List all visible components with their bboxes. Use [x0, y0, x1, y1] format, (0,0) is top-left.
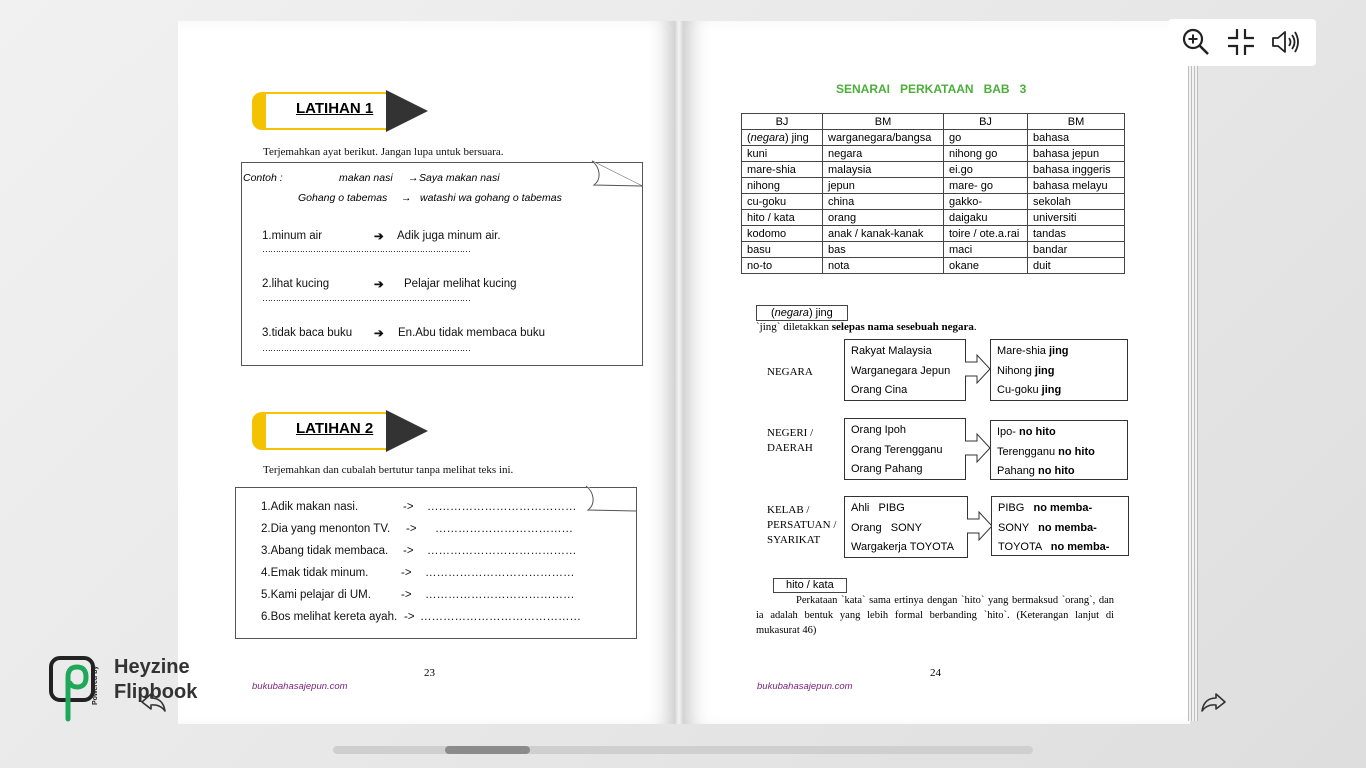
- table-cell: bas: [823, 242, 944, 258]
- answer-line: ………………………………: [435, 523, 573, 535]
- group2-right-box: [990, 420, 1128, 480]
- table-cell: bandar: [1028, 242, 1125, 258]
- table-cell: kuni: [742, 146, 823, 162]
- table-cell: ei.go: [944, 162, 1028, 178]
- example1-source: makan nasi: [339, 172, 393, 184]
- table-cell: go: [944, 130, 1028, 146]
- latihan1-a3: En.Abu tidak membaca buku: [398, 327, 546, 339]
- exit-fullscreen-icon[interactable]: [1226, 27, 1256, 57]
- table-cell: china: [823, 194, 944, 210]
- table-header: BM: [1028, 114, 1125, 130]
- page-scrollbar[interactable]: [333, 746, 1033, 754]
- table-cell: tandas: [1028, 226, 1125, 242]
- table-header-row: [742, 114, 1125, 130]
- table-cell: nota: [823, 258, 944, 274]
- viewer-toolbar: [1168, 19, 1316, 66]
- list-item: Wargakerja TOYOTA: [851, 541, 954, 553]
- footer-link-right[interactable]: bukubahasajepun.com: [757, 681, 853, 692]
- contoh-label: Contoh :: [243, 172, 283, 184]
- next-page-icon[interactable]: [1199, 687, 1229, 717]
- latihan1-q2: 2.lihat kucing: [262, 278, 330, 290]
- table-cell: anak / kanak-kanak: [823, 226, 944, 242]
- table-cell: nihong go: [944, 146, 1028, 162]
- answer-line: …………………………………: [425, 567, 575, 579]
- table-cell: bahasa melayu: [1028, 178, 1125, 194]
- list-item: Cu-goku jing: [997, 384, 1062, 396]
- hito-paragraph: Perkataan `kata` sama ertinya dengan `hito` yang bermaksud `orang`, dan ia adalah bentuk yang lebih formal berbanding `hito`. (Keterangan lanjut di mukasurat 46): [756, 595, 1114, 636]
- table-row: [742, 242, 1125, 258]
- page-number-right: 24: [930, 667, 941, 679]
- group-label-kelab: KELAB / PERSATUAN / SYARIKAT: [767, 504, 837, 546]
- list-item: Ahli PIBG: [851, 502, 905, 514]
- vocab-table: [741, 113, 1125, 274]
- latihan2-banner: [252, 410, 432, 454]
- table-cell: daigaku: [944, 210, 1028, 226]
- page-stack-edge: [1188, 61, 1198, 721]
- list-item: TOYOTA no memba-: [998, 541, 1110, 553]
- latihan2-q3: 3.Abang tidak membaca.: [261, 545, 389, 557]
- table-row: [742, 226, 1125, 242]
- list-item: Mare-shia jing: [997, 345, 1069, 357]
- list-item: Pahang no hito: [997, 465, 1075, 477]
- table-cell: negara: [823, 146, 944, 162]
- example1-target: Saya makan nasi: [419, 172, 500, 184]
- table-cell: no-to: [742, 258, 823, 274]
- latihan2-arrow: ->: [403, 501, 414, 513]
- page-fold-icon: [586, 486, 636, 512]
- vocab-title: SENARAI PERKATAAN BAB 3: [836, 82, 1027, 96]
- scrollbar-thumb[interactable]: [445, 746, 530, 754]
- table-cell: jepun: [823, 178, 944, 194]
- answer-line: ……………………………………………………………………: [262, 343, 470, 353]
- example2-source: Gohang o tabemas: [298, 192, 388, 204]
- latihan2-arrow: ->: [401, 567, 412, 579]
- latihan2-arrow: ->: [403, 545, 414, 557]
- jing-label: (negara) jing: [756, 305, 848, 321]
- page-number-left: 23: [424, 667, 435, 679]
- group2-left-box: [844, 418, 966, 480]
- table-cell: sekolah: [1028, 194, 1125, 210]
- list-item: Orang Ipoh: [851, 424, 907, 436]
- table-header: BJ: [944, 114, 1028, 130]
- table-header: BM: [823, 114, 944, 130]
- example1-arrow: →: [408, 172, 419, 184]
- latihan2-instruction: Terjemahkan dan cubalah bertutur tanpa melihat teks ini.: [263, 464, 514, 476]
- page-24: [684, 21, 1190, 724]
- latihan2-box: [235, 487, 637, 639]
- list-item: Warganegara Jepun: [851, 364, 951, 377]
- hollow-arrow-icon: [965, 354, 991, 384]
- table-cell: kodomo: [742, 226, 823, 242]
- table-row: [742, 146, 1125, 162]
- list-item: SONY no memba-: [998, 521, 1097, 534]
- answer-line: ……………………………………: [420, 611, 581, 623]
- table-cell: warganegara/bangsa: [823, 130, 944, 146]
- heyzine-parrot-icon: [48, 655, 98, 723]
- table-cell: toire / ote.a.rai: [944, 226, 1028, 242]
- latihan2-q2: 2.Dia yang menonton TV.: [261, 523, 391, 535]
- hito-label: hito / kata: [773, 578, 847, 593]
- group1-left-box: [844, 339, 966, 401]
- table-row: [742, 130, 1125, 146]
- table-cell: orang: [823, 210, 944, 226]
- book-spine: [674, 21, 684, 724]
- table-cell: duit: [1028, 258, 1125, 274]
- latihan2-q1: 1.Adik makan nasi.: [261, 501, 359, 513]
- table-cell: universiti: [1028, 210, 1125, 226]
- jing-label-italic: negara: [774, 307, 809, 319]
- group3-left-box: [844, 496, 968, 558]
- latihan2-q4: 4.Emak tidak minum.: [261, 567, 369, 579]
- table-cell: cu-goku: [742, 194, 823, 210]
- table-row: [742, 162, 1125, 178]
- table-cell: malaysia: [823, 162, 944, 178]
- latihan1-a1: Adik juga minum air.: [397, 230, 501, 242]
- arrow-icon: ➔: [374, 231, 384, 243]
- list-item: Ipo- no hito: [997, 426, 1056, 438]
- group-label-negara: NEGARA: [767, 366, 813, 378]
- table-cell: bahasa: [1028, 130, 1125, 146]
- table-cell: (negara) jing: [742, 130, 823, 146]
- table-row: [742, 194, 1125, 210]
- answer-line: …………………………………: [427, 501, 577, 513]
- latihan1-q3: 3.tidak baca buku: [262, 327, 353, 339]
- answer-line: …………………………………: [427, 545, 577, 557]
- vocab-table-body: [742, 130, 1125, 274]
- latihan1-q1: 1.minum air: [262, 230, 323, 242]
- list-item: Orang Pahang: [851, 463, 923, 475]
- table-cell: gakko-: [944, 194, 1028, 210]
- zoom-in-icon[interactable]: [1181, 27, 1211, 57]
- page-23: [178, 21, 674, 724]
- list-item: Terengganu no hito: [997, 445, 1095, 458]
- group1-right-box: [990, 339, 1128, 401]
- flipbook: [178, 21, 1190, 724]
- table-cell: mare-shia: [742, 162, 823, 178]
- group3-right-box: [991, 496, 1129, 556]
- page-fold-icon: [592, 161, 642, 187]
- table-cell: mare- go: [944, 178, 1028, 194]
- list-item: Nihong jing: [997, 364, 1055, 377]
- table-cell: hito / kata: [742, 210, 823, 226]
- list-item: Orang Cina: [851, 384, 908, 396]
- jing-note: `jing` diletakkan selepas nama sesebuah negara.: [756, 321, 977, 333]
- latihan1-box: [241, 162, 643, 366]
- table-row: [742, 210, 1125, 226]
- table-header: BJ: [742, 114, 823, 130]
- table-cell: okane: [944, 258, 1028, 274]
- arrow-icon: ➔: [374, 279, 384, 291]
- brand-name-line1: Heyzine: [114, 656, 190, 678]
- table-cell: nihong: [742, 178, 823, 194]
- latihan2-q6: 6.Bos melihat kereta ayah.: [261, 611, 398, 623]
- list-item: Rakyat Malaysia: [851, 345, 932, 357]
- table-row: [742, 178, 1125, 194]
- table-cell: bahasa jepun: [1028, 146, 1125, 162]
- table-cell: maci: [944, 242, 1028, 258]
- latihan2-title: LATIHAN 2: [296, 420, 374, 437]
- latihan2-q5: 5.Kami pelajar di UM.: [261, 589, 371, 601]
- example2-arrow: →: [401, 192, 412, 204]
- latihan1-title: LATIHAN 1: [296, 100, 374, 117]
- table-cell: bahasa inggeris: [1028, 162, 1125, 178]
- arrow-icon: ➔: [374, 328, 384, 340]
- list-item: Orang Terengganu: [851, 443, 943, 456]
- previous-page-icon[interactable]: [138, 687, 168, 717]
- jing-label-rest: jing: [815, 307, 833, 319]
- table-row: [742, 258, 1125, 274]
- latihan1-instruction: Terjemahkan ayat berikut. Jangan lupa untuk bersuara.: [263, 146, 504, 158]
- sound-icon[interactable]: [1270, 27, 1300, 57]
- latihan1-banner: [252, 90, 432, 134]
- latihan2-arrow: ->: [404, 611, 415, 623]
- list-item: PIBG no memba-: [998, 502, 1093, 514]
- table-cell: basu: [742, 242, 823, 258]
- answer-line: ……………………………………………………………………: [262, 293, 470, 303]
- hollow-arrow-icon: [967, 511, 993, 541]
- answer-line: ……………………………………………………………………: [262, 244, 470, 254]
- latihan2-arrow: ->: [401, 589, 412, 601]
- latihan2-arrow: ->: [406, 523, 417, 535]
- hollow-arrow-icon: [965, 433, 991, 463]
- footer-link-left[interactable]: bukubahasajepun.com: [252, 681, 348, 692]
- list-item: Orang SONY: [851, 521, 922, 534]
- powered-by-label: Powered by: [92, 665, 99, 705]
- brand-name-line2: Flipbook: [114, 681, 198, 703]
- group-label-negeri: NEGERI / DAERAH: [767, 427, 814, 454]
- example2-target: watashi wa gohang o tabemas: [420, 192, 562, 204]
- latihan1-a2: Pelajar melihat kucing: [404, 278, 517, 290]
- answer-line: …………………………………: [425, 589, 575, 601]
